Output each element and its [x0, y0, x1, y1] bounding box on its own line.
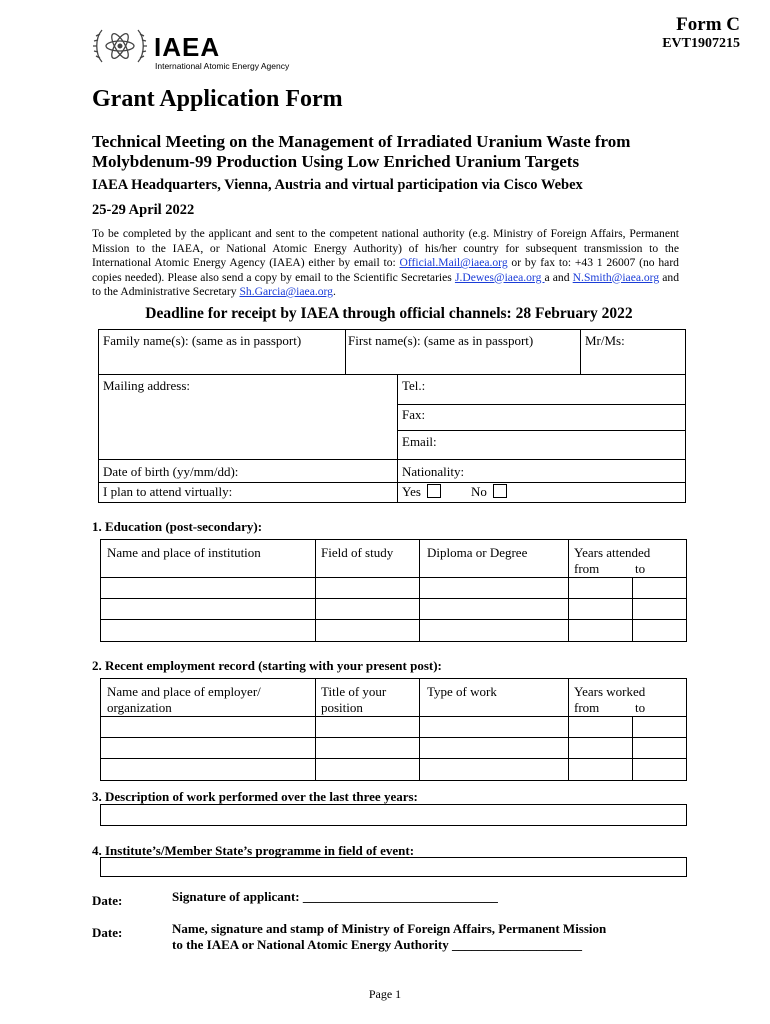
- deadline-notice: Deadline for receipt by IAEA through official channels: 28 February 2022: [145, 305, 633, 322]
- email-field[interactable]: Email:: [402, 434, 437, 449]
- official-mail-link[interactable]: Official.Mail@iaea.org: [399, 256, 508, 269]
- dob-field[interactable]: Date of birth (yy/mm/dd):: [103, 464, 239, 479]
- tel-field[interactable]: Tel.:: [402, 378, 426, 393]
- dewes-email-link[interactable]: J.Dewes@iaea.org: [454, 270, 545, 284]
- education-col-to: to: [635, 561, 646, 576]
- family-name-field[interactable]: Family name(s): (same as in passport): [103, 333, 302, 348]
- date-label-2: Date:: [92, 925, 123, 940]
- page-title: Grant Application Form: [92, 86, 343, 112]
- description-field[interactable]: [100, 804, 687, 826]
- event-code: EVT1907215: [662, 36, 740, 51]
- iaea-emblem-logo: [92, 22, 148, 70]
- form-id: Form C: [676, 14, 740, 35]
- education-heading: 1. Education (post-secondary):: [92, 519, 263, 534]
- employer-header-line2: organization: [107, 700, 172, 715]
- applicant-signature-line[interactable]: Signature of applicant: ______________________________: [172, 889, 498, 904]
- meeting-title-line2: Molybdenum-99 Production Using Low Enriched Uranium Targets: [92, 152, 580, 171]
- no-label: No: [471, 484, 487, 499]
- employment-col-years: Years worked: [574, 684, 646, 699]
- smith-email-link[interactable]: N.Smith@iaea.org: [572, 270, 660, 284]
- meeting-venue: IAEA Headquarters, Vienna, Austria and virtual participation via Cisco Webex: [92, 177, 583, 193]
- ministry-line2: to the IAEA or National Atomic Energy Authority ____________________: [172, 937, 582, 952]
- education-col-field: Field of study: [321, 545, 394, 560]
- employment-col-employer: [104, 682, 264, 718]
- meeting-title: [92, 132, 692, 172]
- garcia-email-link[interactable]: Sh.Garcia@iaea.org: [239, 285, 333, 298]
- ministry-line1: Name, signature and stamp of Ministry of Foreign Affairs, Permanent Mission: [172, 921, 607, 936]
- title-header-line2: position: [321, 700, 363, 715]
- programme-field[interactable]: [100, 857, 687, 877]
- employment-col-type: Type of work: [427, 684, 497, 699]
- meeting-title-line1: Technical Meeting on the Management of Irradiated Uranium Waste from: [92, 132, 631, 151]
- programme-heading: 4. Institute’s/Member State’s programme in field of event:: [92, 843, 415, 858]
- date-label-1: Date:: [92, 893, 123, 908]
- intro-text: a and: [544, 270, 573, 284]
- fax-field[interactable]: Fax:: [402, 407, 426, 422]
- intro-text: .: [332, 285, 336, 298]
- description-heading: 3. Description of work performed over the last three years:: [92, 789, 418, 804]
- nationality-field[interactable]: Nationality:: [402, 464, 465, 479]
- education-col-degree: Diploma or Degree: [427, 545, 528, 560]
- intro-text: and to the Administrative Secretary: [92, 270, 680, 298]
- meeting-dates: 25-29 April 2022: [92, 202, 195, 218]
- first-name-field[interactable]: First name(s): (same as in passport): [348, 333, 534, 348]
- virtual-no-option[interactable]: [468, 482, 510, 502]
- intro-text: To be completed by the applicant and sent to the competent national authority (e.g. Ministry of Foreign Affairs, Permanent Mission to the IAEA, or National Atomic Energy Authority) of his/her country for subsequent transmission to the International Atomic Energy Agency (IAEA) either by email to:: [92, 227, 679, 269]
- logo-wordmark: IAEA: [154, 32, 221, 62]
- ministry-signature-block[interactable]: [172, 921, 606, 953]
- logo-subtitle: International Atomic Energy Agency: [155, 61, 290, 71]
- employment-heading: 2. Recent employment record (starting with your present post):: [92, 658, 442, 673]
- virtual-yes-option[interactable]: [399, 482, 444, 502]
- education-col-from: from: [574, 561, 600, 576]
- page-number: Page 1: [368, 987, 402, 1001]
- yes-label: Yes: [402, 484, 421, 499]
- mailing-address-field[interactable]: Mailing address:: [103, 378, 191, 393]
- employment-col-to: to: [635, 700, 646, 715]
- employment-col-title: [318, 682, 389, 718]
- instructions-paragraph: [92, 227, 679, 300]
- education-col-years: Years attended: [574, 545, 651, 560]
- intro-text: or by fax to: +43 1 26007 (no hard copies needed). Please also send a copy by email to the Scientific Secretaries: [92, 256, 679, 284]
- yes-checkbox[interactable]: [427, 484, 441, 498]
- title-header-line1: Title of your: [321, 684, 387, 699]
- title-field[interactable]: Mr/Ms:: [585, 333, 625, 348]
- employment-col-from: from: [574, 700, 600, 715]
- virtual-attendance-label: I plan to attend virtually:: [103, 484, 233, 499]
- employer-header-line1: Name and place of employer/: [107, 684, 261, 699]
- education-col-institution: Name and place of institution: [107, 545, 261, 560]
- no-checkbox[interactable]: [493, 484, 507, 498]
